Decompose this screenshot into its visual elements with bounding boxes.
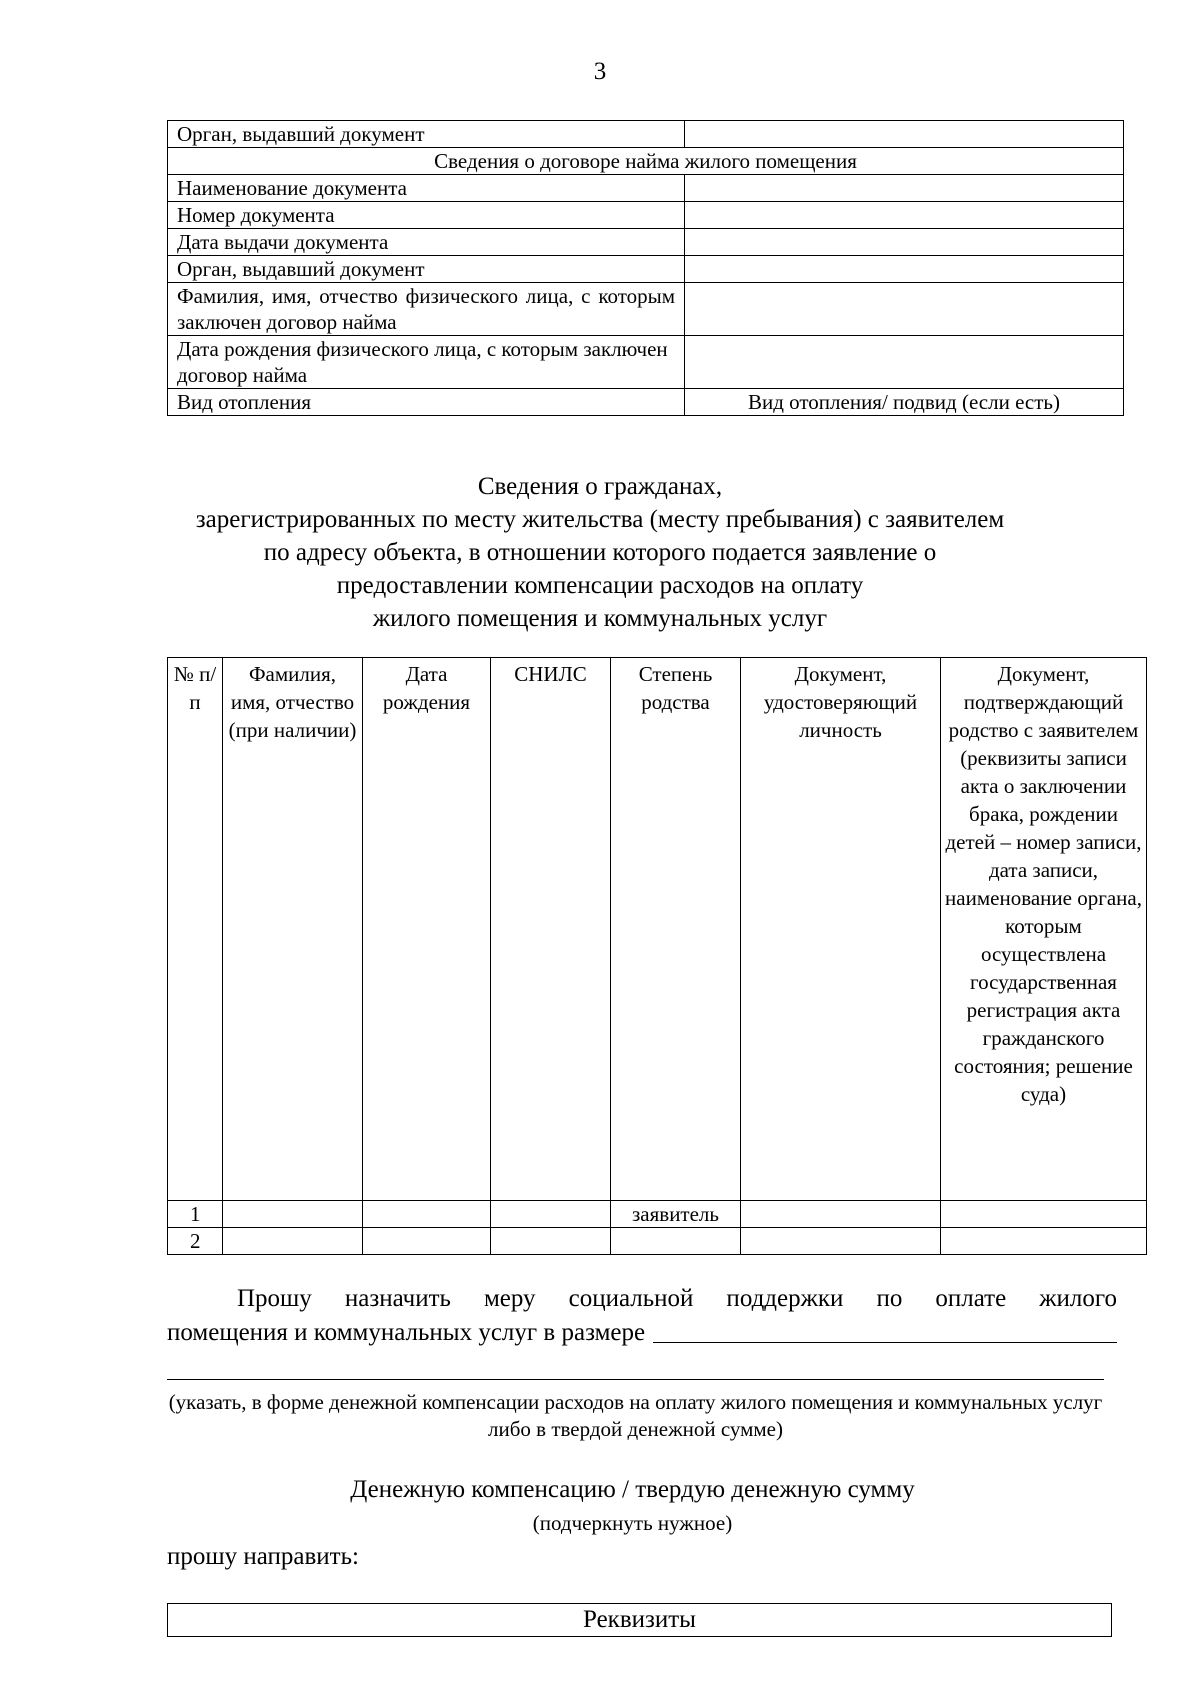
table-cell[interactable] <box>941 1228 1147 1255</box>
request-paragraph <box>167 1282 1117 1350</box>
table-row <box>168 283 1124 336</box>
column-header: СНИЛС <box>491 658 611 1201</box>
row-number: 1 <box>168 1201 223 1228</box>
table-cell[interactable] <box>363 1228 491 1255</box>
heading-line: предоставлении компенсации расходов на оплату <box>336 572 864 599</box>
row-label: Наименование документа <box>168 175 685 202</box>
citizens-table <box>167 657 1147 1255</box>
requisites-header: Реквизиты <box>168 1604 1112 1637</box>
table-row <box>168 256 1124 283</box>
table-header-row <box>168 658 1147 1201</box>
column-header: Степень родства <box>611 658 741 1201</box>
section-title: Сведения о договоре найма жилого помещения <box>168 148 1124 175</box>
row-label: Номер документа <box>168 202 685 229</box>
document-info-table <box>167 120 1124 416</box>
row-value[interactable] <box>685 229 1124 256</box>
heading-line: жилого помещения и коммунальных услуг <box>372 605 828 632</box>
row-value[interactable] <box>685 121 1124 148</box>
table-row <box>168 121 1124 148</box>
row-label: Орган, выдавший документ <box>168 256 685 283</box>
row-label: Орган, выдавший документ <box>168 121 685 148</box>
table-row <box>168 202 1124 229</box>
table-row <box>168 336 1124 389</box>
column-header: Фамилия, имя, отчество (при наличии) <box>223 658 363 1201</box>
heading-line: по адресу объекта, в отношении которого подается заявление о <box>263 539 937 566</box>
table-cell[interactable]: заявитель <box>611 1201 741 1228</box>
citizens-heading <box>0 470 1200 635</box>
table-cell[interactable] <box>223 1201 363 1228</box>
requisites-table <box>167 1603 1112 1637</box>
table-section-row <box>168 148 1124 175</box>
row-label: Фамилия, имя, отчество физического лица, с которым заключен договор найма <box>168 283 685 336</box>
table-row <box>168 175 1124 202</box>
column-header: Документ, подтверждающий родство с заявителем (реквизиты записи акта о заключении брака, рождении детей – номер записи, дата записи, наименование органа, которым осуществлена государственная регистрация акта гражданского состояния; решение суда) <box>941 658 1147 1201</box>
compensation-note: (подчеркнуть нужное) <box>532 1511 733 1535</box>
compensation-text: Денежную компенсацию / твердую денежную сумму <box>350 1476 915 1503</box>
row-value[interactable] <box>685 256 1124 283</box>
heading-line: Сведения о гражданах, <box>477 473 723 500</box>
table-row <box>168 229 1124 256</box>
table-cell[interactable] <box>223 1228 363 1255</box>
request-note: (указать, в форме денежной компенсации расходов на оплату жилого помещения и коммунальных услуг либо в твердой денежной сумме) <box>168 1390 1103 1441</box>
row-value[interactable]: Вид отопления/ подвид (если есть) <box>685 389 1124 416</box>
row-value[interactable] <box>685 283 1124 336</box>
row-value[interactable] <box>685 336 1124 389</box>
column-header: Документ, удостоверяющий личность <box>741 658 941 1201</box>
request-line <box>167 1316 1117 1350</box>
request-line-text: помещения и коммунальных услуг в размере <box>167 1319 646 1346</box>
table-row <box>168 389 1124 416</box>
row-value[interactable] <box>685 175 1124 202</box>
row-label: Вид отопления <box>168 389 685 416</box>
row-label: Дата рождения физического лица, с которым заключен договор найма <box>168 336 685 389</box>
column-header: № п/п <box>168 658 223 1201</box>
table-cell[interactable] <box>491 1228 611 1255</box>
table-cell[interactable] <box>491 1201 611 1228</box>
request-line: Прошу назначить меру социальной поддержки по оплате жилого <box>237 1285 1117 1312</box>
table-header-row <box>168 1604 1112 1637</box>
row-number: 2 <box>168 1228 223 1255</box>
send-label: прошу направить: <box>167 1543 359 1570</box>
fill-line[interactable] <box>167 1379 1104 1380</box>
table-cell[interactable] <box>941 1201 1147 1228</box>
row-label: Дата выдачи документа <box>168 229 685 256</box>
page-number: 3 <box>593 58 607 85</box>
table-cell[interactable] <box>363 1201 491 1228</box>
table-row <box>168 1201 1147 1228</box>
heading-line: зарегистрированных по месту жительства (месту пребывания) с заявителем <box>195 506 1005 533</box>
table-cell[interactable] <box>741 1201 941 1228</box>
amount-fill-line[interactable] <box>653 1316 1117 1343</box>
column-header: Дата рождения <box>363 658 491 1201</box>
table-row <box>168 1228 1147 1255</box>
table-cell[interactable] <box>611 1228 741 1255</box>
row-value[interactable] <box>685 202 1124 229</box>
table-cell[interactable] <box>741 1228 941 1255</box>
